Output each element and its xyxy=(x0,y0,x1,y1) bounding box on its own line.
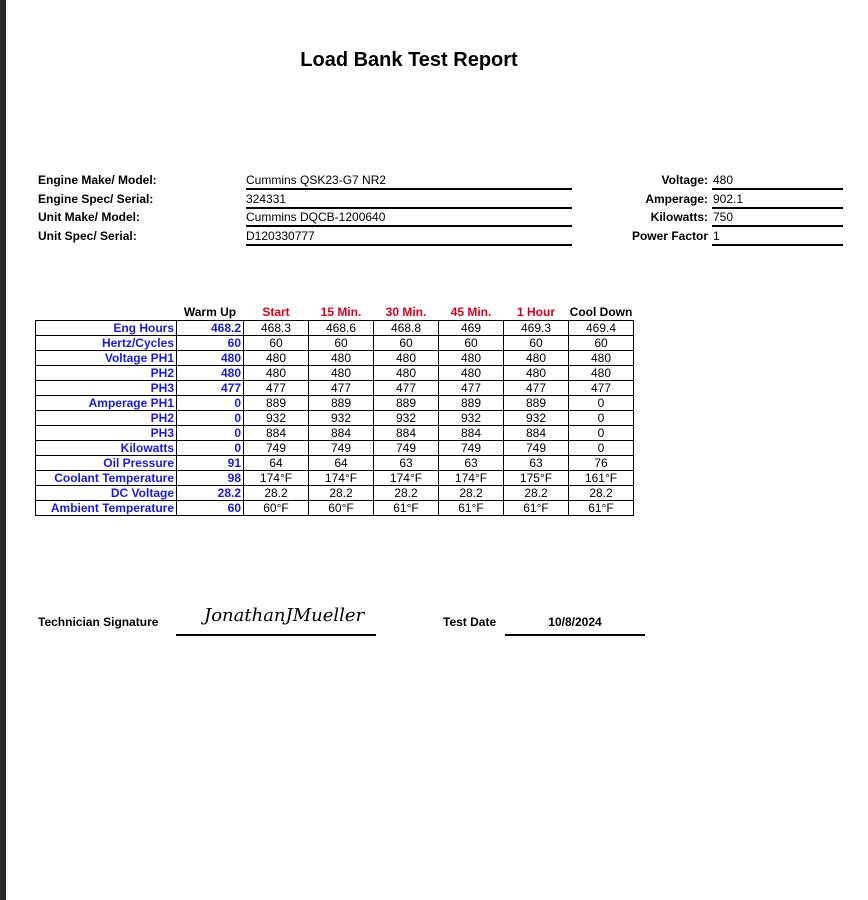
table-cell: 469.4 xyxy=(569,321,634,336)
table-cell: 61°F xyxy=(374,501,439,516)
table-cell: 64 xyxy=(309,456,374,471)
table-cell: 480 xyxy=(374,351,439,366)
table-cell: 480 xyxy=(569,366,634,381)
load-test-table xyxy=(35,305,634,516)
table-row xyxy=(36,471,634,486)
table-row xyxy=(36,411,634,426)
table-cell: 63 xyxy=(439,456,504,471)
table-cell: 477 xyxy=(504,381,569,396)
unit-spec-serial-value: D120330777 xyxy=(246,229,572,246)
table-cell: 932 xyxy=(309,411,374,426)
row-label: Oil Pressure xyxy=(36,456,177,471)
table-cell: 749 xyxy=(244,441,309,456)
engine-spec-serial-label: Engine Spec/ Serial: xyxy=(38,192,154,206)
table-cell: 480 xyxy=(244,366,309,381)
table-cell: 480 xyxy=(244,351,309,366)
page-title: Load Bank Test Report xyxy=(300,49,518,71)
table-cell: 884 xyxy=(504,426,569,441)
table-cell: 28.2 xyxy=(374,486,439,501)
table-cell: 884 xyxy=(244,426,309,441)
table-row xyxy=(36,426,634,441)
row-label: Coolant Temperature xyxy=(36,471,177,486)
table-cell: 28.2 xyxy=(177,486,244,501)
table-cell: 480 xyxy=(504,351,569,366)
table-row xyxy=(36,336,634,351)
row-label: PH3 xyxy=(36,426,177,441)
table-cell: 932 xyxy=(439,411,504,426)
unit-make-model-value: Cummins DQCB-1200640 xyxy=(246,210,572,227)
table-cell: 28.2 xyxy=(309,486,374,501)
table-cell: 28.2 xyxy=(439,486,504,501)
table-cell: 480 xyxy=(504,366,569,381)
table-row xyxy=(36,381,634,396)
table-cell: 60 xyxy=(439,336,504,351)
table-cell: 480 xyxy=(309,366,374,381)
col-header-cool-down: Cool Down xyxy=(569,305,633,319)
row-label: Ambient Temperature xyxy=(36,501,177,516)
table-cell: 0 xyxy=(569,426,634,441)
table-cell: 0 xyxy=(569,441,634,456)
window-edge xyxy=(0,0,6,900)
table-cell: 889 xyxy=(244,396,309,411)
table-row xyxy=(36,396,634,411)
table-row xyxy=(36,456,634,471)
table-cell: 161°F xyxy=(569,471,634,486)
table-cell: 469 xyxy=(439,321,504,336)
table-cell: 932 xyxy=(374,411,439,426)
table-cell: 749 xyxy=(309,441,374,456)
col-header-warm-up: Warm Up xyxy=(183,305,237,319)
row-label: PH2 xyxy=(36,366,177,381)
table-cell: 174°F xyxy=(309,471,374,486)
table-cell: 889 xyxy=(504,396,569,411)
table-cell: 477 xyxy=(374,381,439,396)
table-cell: 749 xyxy=(374,441,439,456)
kilowatts-value: 750 xyxy=(712,210,843,227)
table-cell: 480 xyxy=(439,351,504,366)
row-label: Hertz/Cycles xyxy=(36,336,177,351)
table-cell: 749 xyxy=(439,441,504,456)
table-cell: 889 xyxy=(439,396,504,411)
table-cell: 468.3 xyxy=(244,321,309,336)
table-cell: 477 xyxy=(177,381,244,396)
col-header-45-min: 45 Min. xyxy=(450,305,492,319)
table-cell: 477 xyxy=(439,381,504,396)
table-cell: 480 xyxy=(439,366,504,381)
table-row xyxy=(36,366,634,381)
unit-spec-serial-label: Unit Spec/ Serial: xyxy=(38,229,137,243)
row-label: Kilowatts xyxy=(36,441,177,456)
kilowatts-label: Kilowatts: xyxy=(650,210,708,224)
table-cell: 0 xyxy=(569,396,634,411)
table-cell: 60 xyxy=(309,336,374,351)
test-date-value: 10/8/2024 xyxy=(548,615,602,629)
table-cell: 174°F xyxy=(374,471,439,486)
table-cell: 60°F xyxy=(309,501,374,516)
table-cell: 28.2 xyxy=(504,486,569,501)
table-corner xyxy=(36,305,177,321)
row-label: PH2 xyxy=(36,411,177,426)
table-cell: 60°F xyxy=(244,501,309,516)
voltage-value: 480 xyxy=(712,173,843,190)
table-cell: 884 xyxy=(374,426,439,441)
table-cell: 60 xyxy=(504,336,569,351)
table-cell: 477 xyxy=(244,381,309,396)
table-cell: 468.8 xyxy=(374,321,439,336)
table-cell: 60 xyxy=(374,336,439,351)
table-cell: 480 xyxy=(177,366,244,381)
test-date-label: Test Date xyxy=(443,615,497,629)
table-cell: 480 xyxy=(569,351,634,366)
table-cell: 64 xyxy=(244,456,309,471)
table-cell: 0 xyxy=(177,411,244,426)
table-row xyxy=(36,486,634,501)
table-cell: 749 xyxy=(504,441,569,456)
amperage-value: 902.1 xyxy=(712,192,843,209)
table-cell: 889 xyxy=(374,396,439,411)
col-header-start: Start xyxy=(262,305,290,319)
table-header-row xyxy=(36,305,634,321)
table-cell: 932 xyxy=(244,411,309,426)
unit-make-model-label: Unit Make/ Model: xyxy=(38,210,141,224)
table-cell: 884 xyxy=(309,426,374,441)
row-label: Voltage PH1 xyxy=(36,351,177,366)
table-cell: 468.2 xyxy=(177,321,244,336)
row-label: PH3 xyxy=(36,381,177,396)
table-cell: 76 xyxy=(569,456,634,471)
table-cell: 175°F xyxy=(504,471,569,486)
table-cell: 0 xyxy=(177,426,244,441)
col-header-15-min: 15 Min. xyxy=(320,305,362,319)
table-cell: 477 xyxy=(309,381,374,396)
table-cell: 0 xyxy=(569,411,634,426)
table-cell: 884 xyxy=(439,426,504,441)
table-cell: 60 xyxy=(244,336,309,351)
row-label: DC Voltage xyxy=(36,486,177,501)
table-cell: 480 xyxy=(309,351,374,366)
technician-signature-label: Technician Signature xyxy=(38,615,159,629)
table-cell: 174°F xyxy=(439,471,504,486)
col-header-30-min: 30 Min. xyxy=(385,305,427,319)
table-cell: 61°F xyxy=(569,501,634,516)
power-factor-label: Power Factor xyxy=(631,229,708,243)
engine-make-model-value: Cummins QSK23-G7 NR2 xyxy=(246,173,572,190)
table-cell: 61°F xyxy=(439,501,504,516)
engine-make-model-label: Engine Make/ Model: xyxy=(38,173,157,187)
table-cell: 0 xyxy=(177,396,244,411)
table-cell: 477 xyxy=(569,381,634,396)
row-label: Amperage PH1 xyxy=(36,396,177,411)
table-row xyxy=(36,321,634,336)
table-cell: 889 xyxy=(309,396,374,411)
table-cell: 28.2 xyxy=(569,486,634,501)
amperage-label: Amperage: xyxy=(645,192,708,206)
table-cell: 60 xyxy=(177,501,244,516)
table-cell: 468.6 xyxy=(309,321,374,336)
table-cell: 469.3 xyxy=(504,321,569,336)
table-cell: 0 xyxy=(177,441,244,456)
row-label: Eng Hours xyxy=(36,321,177,336)
table-cell: 174°F xyxy=(244,471,309,486)
table-cell: 63 xyxy=(504,456,569,471)
table-cell: 60 xyxy=(177,336,244,351)
table-row xyxy=(36,441,634,456)
table-cell: 61°F xyxy=(504,501,569,516)
table-cell: 60 xyxy=(569,336,634,351)
table-cell: 63 xyxy=(374,456,439,471)
table-row xyxy=(36,351,634,366)
table-cell: 91 xyxy=(177,456,244,471)
power-factor-value: 1 xyxy=(712,229,843,246)
table-cell: 932 xyxy=(504,411,569,426)
table-cell: 98 xyxy=(177,471,244,486)
table-cell: 480 xyxy=(177,351,244,366)
table-cell: 28.2 xyxy=(244,486,309,501)
table-row xyxy=(36,501,634,516)
table-cell: 480 xyxy=(374,366,439,381)
col-header-1-hour: 1 Hour xyxy=(516,305,555,319)
engine-spec-serial-value: 324331 xyxy=(246,192,572,209)
technician-signature: JonathanJMueller xyxy=(204,605,365,626)
voltage-label: Voltage: xyxy=(661,173,708,187)
